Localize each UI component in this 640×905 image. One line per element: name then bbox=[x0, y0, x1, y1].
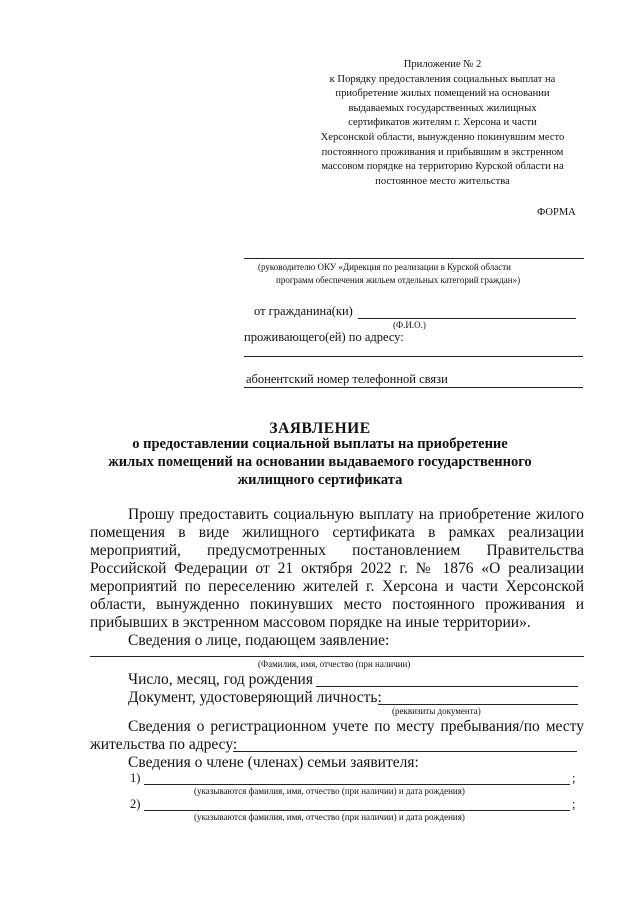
appendix-text-line: постоянное место жительства bbox=[375, 175, 510, 187]
phone-label: абонентский номер телефонной связи bbox=[246, 372, 448, 386]
phone-field[interactable] bbox=[244, 387, 583, 388]
family-member-1-semicolon: ; bbox=[572, 771, 576, 785]
registration-label-2: жительства по адресу: bbox=[90, 736, 238, 753]
family-member-2-number: 2) bbox=[130, 797, 141, 811]
addressee-caption-1: (руководителю ОКУ «Дирекция по реализации в Курской области bbox=[258, 262, 511, 272]
document-title: ЗАЯВЛЕНИЕ bbox=[269, 420, 371, 437]
address-field[interactable] bbox=[244, 356, 583, 357]
appendix-text-line: выдаваемых государственных жилищных bbox=[348, 102, 537, 114]
full-name-caption: (Фамилия, имя, отчество (при наличии) bbox=[258, 659, 411, 669]
body-line: Прошу предоставить социальную выплату на приобретение жилого bbox=[128, 506, 584, 523]
body-line: Российской Федерации от 21 октября 2022 г. № 1876 «О реализации bbox=[90, 560, 584, 577]
address-label: проживающего(ей) по адресу: bbox=[244, 330, 404, 344]
birth-date-field[interactable] bbox=[316, 686, 578, 687]
body-line: мероприятий по переселению жителей г. Херсона и части Херсонской bbox=[90, 578, 584, 595]
family-member-2-semicolon: ; bbox=[572, 797, 576, 811]
addressee-caption-2: программ обеспечения жильем отдельных категорий граждан») bbox=[276, 275, 521, 285]
family-member-1-number: 1) bbox=[130, 771, 141, 785]
registration-address-field[interactable] bbox=[233, 751, 577, 752]
id-document-field[interactable] bbox=[378, 704, 578, 705]
family-member-2-field[interactable] bbox=[144, 810, 570, 811]
document-subtitle-3: жилищного сертификата bbox=[237, 472, 403, 488]
birth-date-label: Число, месяц, год рождения bbox=[128, 671, 313, 688]
document-subtitle-1: о предоставлении социальной выплаты на приобретение bbox=[132, 436, 508, 452]
appendix-text-line: Херсонской области, вынужденно покинувшим место bbox=[320, 131, 565, 143]
form-label: ФОРМА bbox=[537, 207, 576, 218]
fio-caption: (Ф.И.О.) bbox=[393, 320, 426, 330]
applicant-info-label: Сведения о лице, подающем заявление: bbox=[128, 632, 390, 649]
document-subtitle-2: жилых помещений на основании выдаваемого государственного bbox=[108, 454, 532, 470]
id-document-caption: (реквизиты документа) bbox=[392, 706, 481, 716]
body-line-last: прибывших в экстренном массовом порядке на иные территории». bbox=[90, 614, 531, 631]
from-citizen-label: от гражданина(ки) bbox=[254, 304, 353, 318]
fio-field[interactable] bbox=[358, 318, 576, 319]
family-member-1-field[interactable] bbox=[144, 784, 570, 785]
full-name-field[interactable] bbox=[90, 656, 584, 657]
family-member-2-caption: (указываются фамилия, имя, отчество (при наличии) и дата рождения) bbox=[194, 812, 465, 822]
family-member-1-caption: (указываются фамилия, имя, отчество (при наличии) и дата рождения) bbox=[194, 786, 465, 796]
body-line: области, вынужденно покинувших место постоянного проживания и bbox=[90, 596, 584, 613]
body-line: помещения в виде жилищного сертификата в рамках реализации bbox=[90, 524, 584, 541]
appendix-text-line: сертификатов жителям г. Херсона и части bbox=[348, 117, 537, 129]
body-line: мероприятий, предусмотренных постановлением Правительства bbox=[90, 542, 584, 559]
family-members-label: Сведения о члене (членах) семьи заявителя: bbox=[128, 754, 419, 771]
registration-label-1: Сведения о регистрационном учете по месту пребывания/по месту bbox=[128, 718, 584, 735]
appendix-text-line: постоянного проживания и прибывшим в экстренном bbox=[321, 146, 564, 158]
id-document-label: Документ, удостоверяющий личность: bbox=[128, 689, 382, 706]
addressee-line[interactable] bbox=[244, 258, 584, 259]
appendix-header bbox=[300, 58, 585, 189]
appendix-number: Приложение № 2 bbox=[403, 59, 482, 70]
appendix-text-line: приобретение жилых помещений на основании bbox=[335, 88, 550, 100]
appendix-text-line: массовом порядке на территорию Курской области на bbox=[321, 161, 564, 173]
appendix-text-line: к Порядку предоставления социальных выплат на bbox=[329, 73, 556, 85]
